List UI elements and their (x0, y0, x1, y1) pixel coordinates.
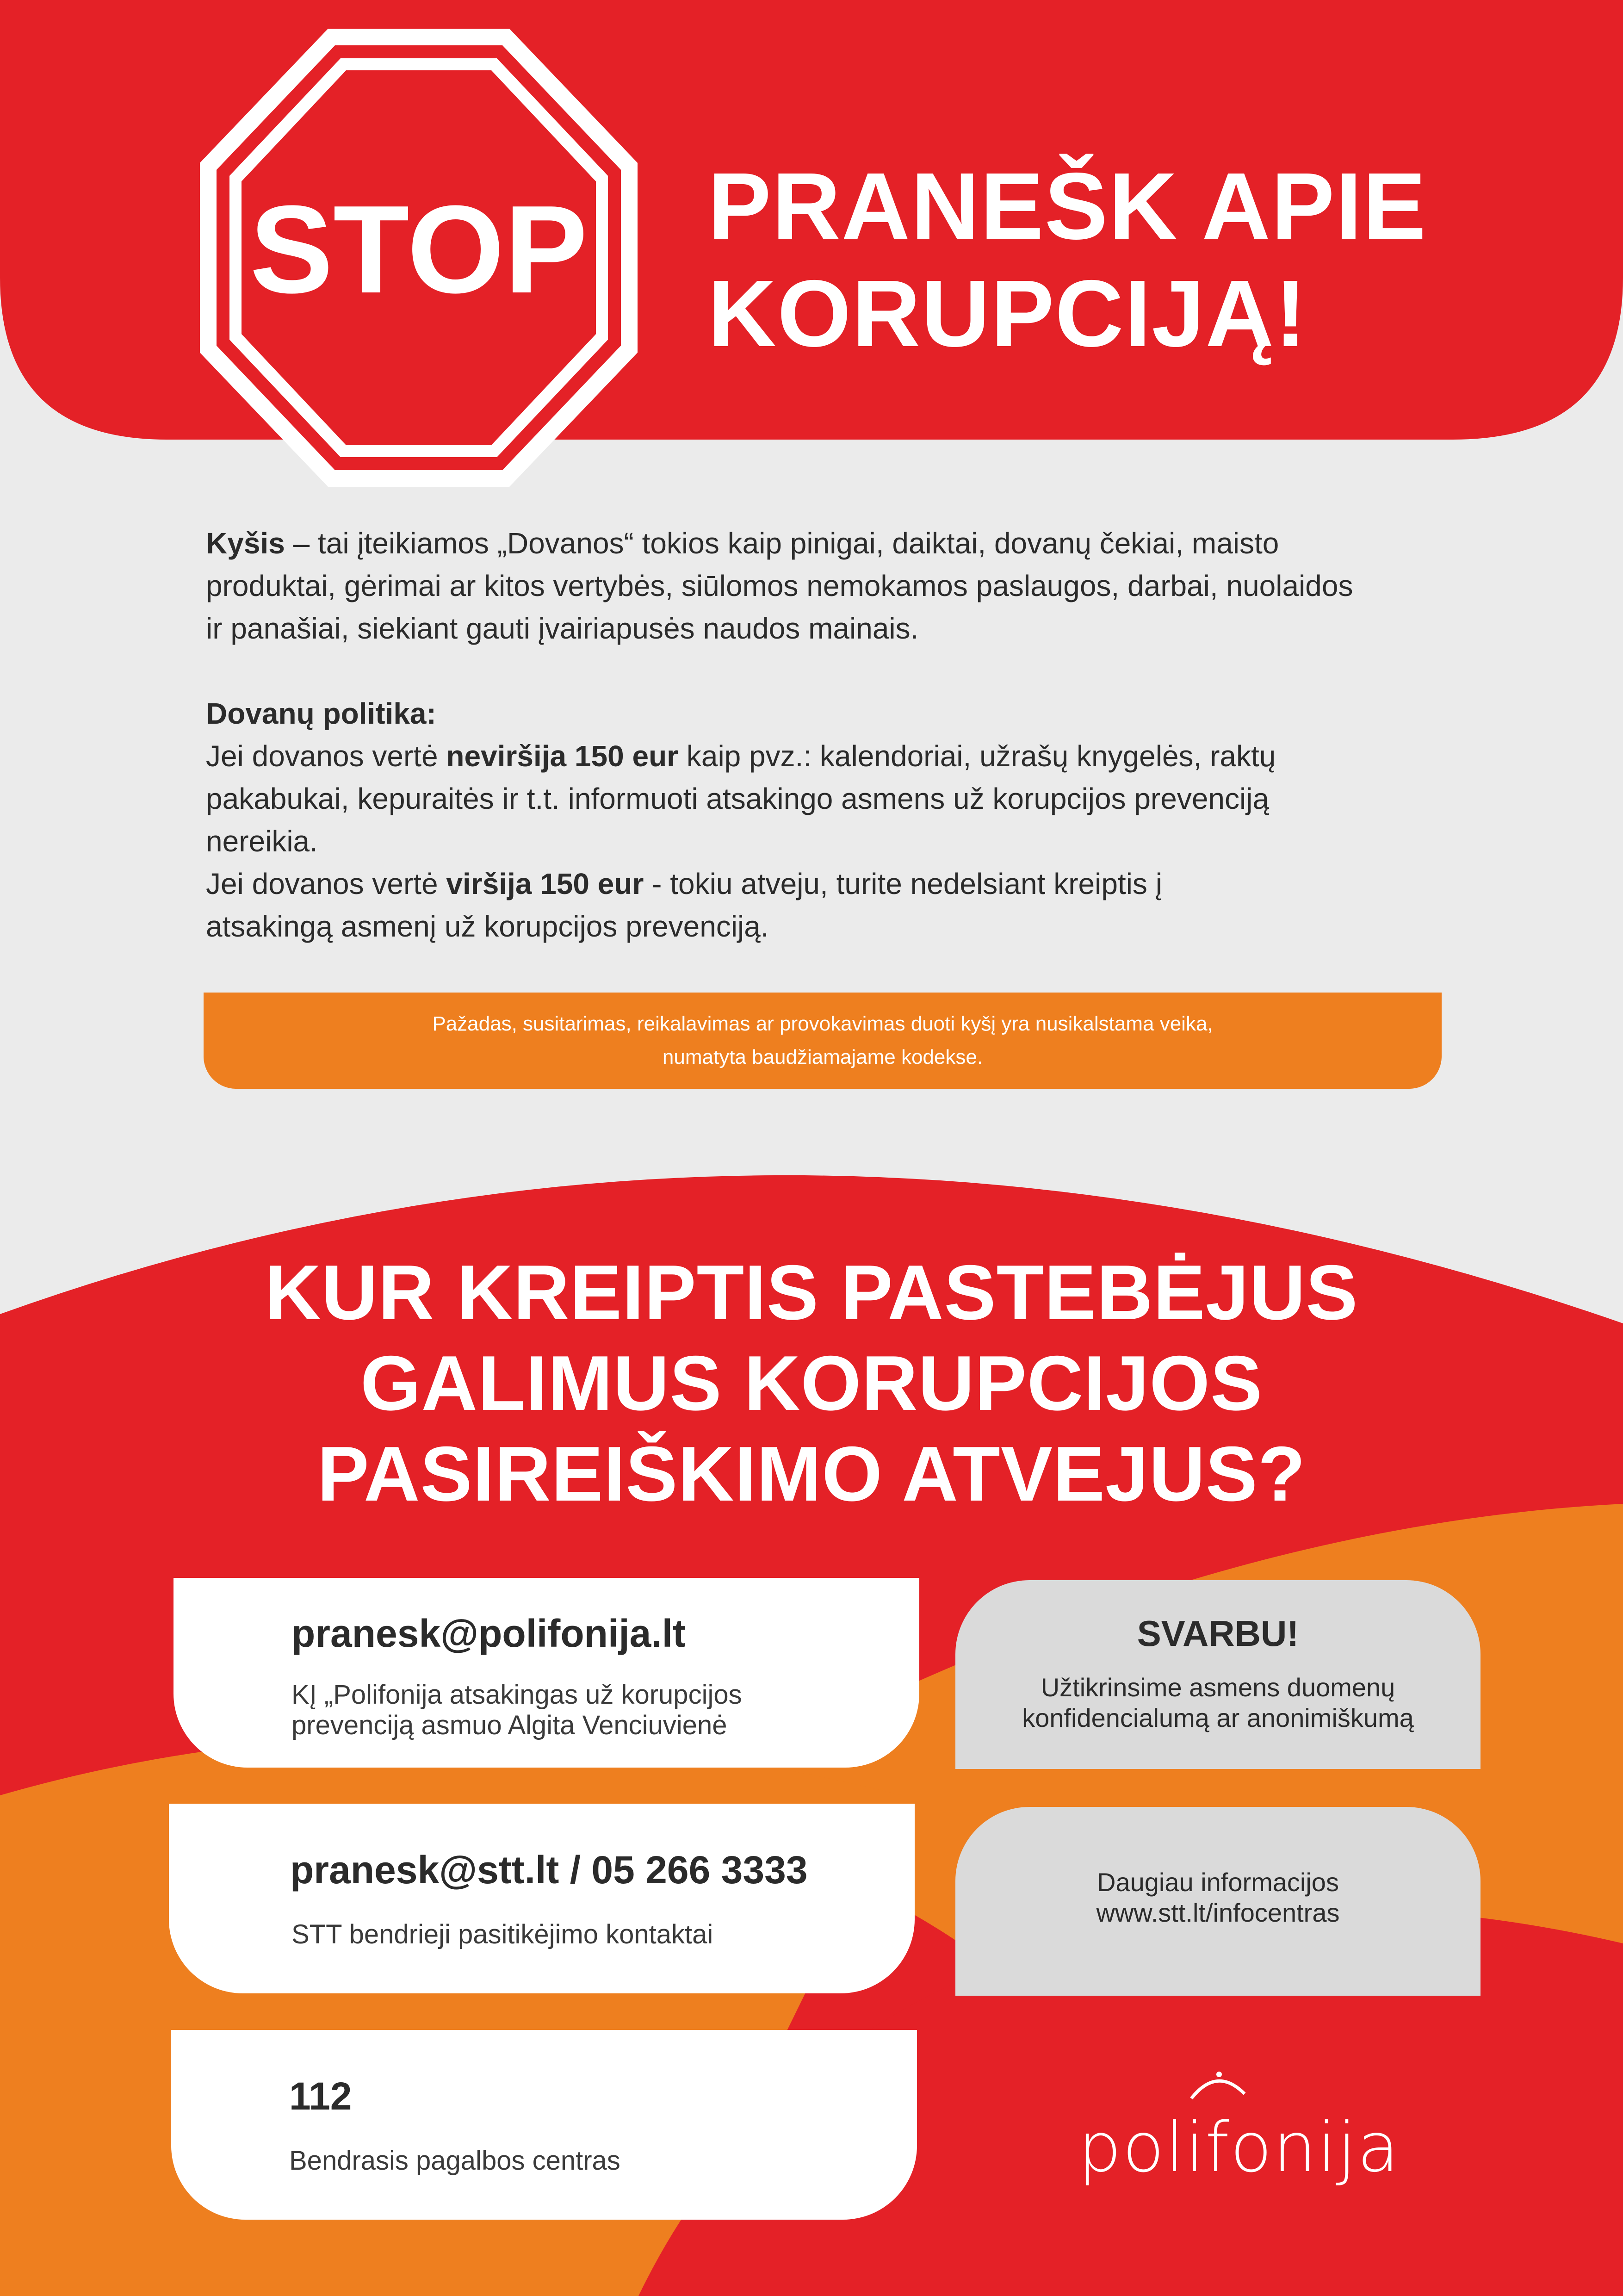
more-info-link[interactable]: www.stt.lt/infocentras (1096, 1898, 1340, 1927)
intro-text (206, 522, 1464, 948)
more-info-box (955, 1807, 1481, 1996)
contact-desc-polifonija: KĮ „Polifonija atsakingas už korupcijos prevenciją asmuo Algita Venciuvienė (291, 1680, 742, 1740)
important-box (955, 1580, 1481, 1769)
policy-line-1: Jei dovanos vertė neviršija 150 eur kaip pvz.: kalendoriai, užrašų knygelės, raktų (206, 739, 1276, 773)
policy-line-3: nereikia. (206, 825, 318, 858)
contact-desc-stt: STT bendrieji pasitikėjimo kontaktai (291, 1919, 713, 1949)
contact-phone-112[interactable]: 112 (289, 2074, 352, 2118)
kysis-line-2: produktai, gėrimai ar kitos vertybės, siūlomos nemokamos paslaugos, darbai, nuolaidos (206, 569, 1353, 602)
policy-heading: Dovanų politika: (206, 697, 436, 730)
contact-email-polifonija[interactable]: pranesk@polifonija.lt (291, 1612, 686, 1655)
logo-text: polifonija (1078, 2108, 1400, 2187)
contacts-heading-line-2: GALIMUS KORUPCIJOS (360, 1340, 1263, 1427)
stop-sign-icon (200, 29, 638, 487)
policy-line-2: pakabukai, kepuraitės ir t.t. informuoti atsakingo asmens už korupcijos prevenciją (206, 782, 1270, 815)
legal-note-line-1: Pažadas, susitarimas, reikalavimas ar provokavimas duoti kyšį yra nusikalstama veika, (432, 1012, 1213, 1035)
kysis-term: Kyšis (206, 527, 285, 560)
contacts-heading (0, 1247, 1623, 1519)
legal-note (204, 993, 1442, 1089)
legal-note-line-2: numatyta baudžiamajame kodekse. (662, 1046, 983, 1068)
more-info-text: Daugiau informacijos www.stt.lt/infocentras (955, 1867, 1481, 1928)
policy-line-4: Jei dovanos vertė viršija 150 eur - tokiu atveju, turite nedelsiant kreiptis į (206, 867, 1162, 900)
kysis-line-3: ir panašiai, siekiant gauti įvairiapusės naudos mainais. (206, 612, 919, 645)
polifonija-logo (1078, 2066, 1400, 2205)
contact-email-stt[interactable]: pranesk@stt.lt / 05 266 3333 (290, 1848, 808, 1892)
contact-card-stt (169, 1804, 915, 1993)
title-line-2: KORUPCIJĄ! (708, 261, 1307, 366)
contact-card-112 (171, 2030, 917, 2220)
page-title (708, 153, 1587, 367)
contact-card-polifonija (173, 1578, 919, 1768)
title-line-1: PRANEŠK APIE (708, 153, 1427, 259)
kysis-line-1: Kyšis – tai įteikiamos „Dovanos“ tokios kaip pinigai, daiktai, dovanų čekiai, maisto (206, 527, 1279, 560)
stop-label: STOP (249, 180, 588, 319)
policy-line-5: atsakingą asmenį už korupcijos prevenciją. (206, 910, 769, 943)
important-title: SVARBU! (1137, 1613, 1299, 1654)
contacts-heading-line-3: PASIREIŠKIMO ATVEJUS? (317, 1430, 1306, 1517)
contacts-heading-line-1: KUR KREIPTIS PASTEBĖJUS (265, 1249, 1358, 1336)
important-text: Užtikrinsime asmens duomenų konfidencialumą ar anonimiškumą (1022, 1673, 1414, 1732)
contact-desc-112: Bendrasis pagalbos centras (289, 2146, 620, 2176)
